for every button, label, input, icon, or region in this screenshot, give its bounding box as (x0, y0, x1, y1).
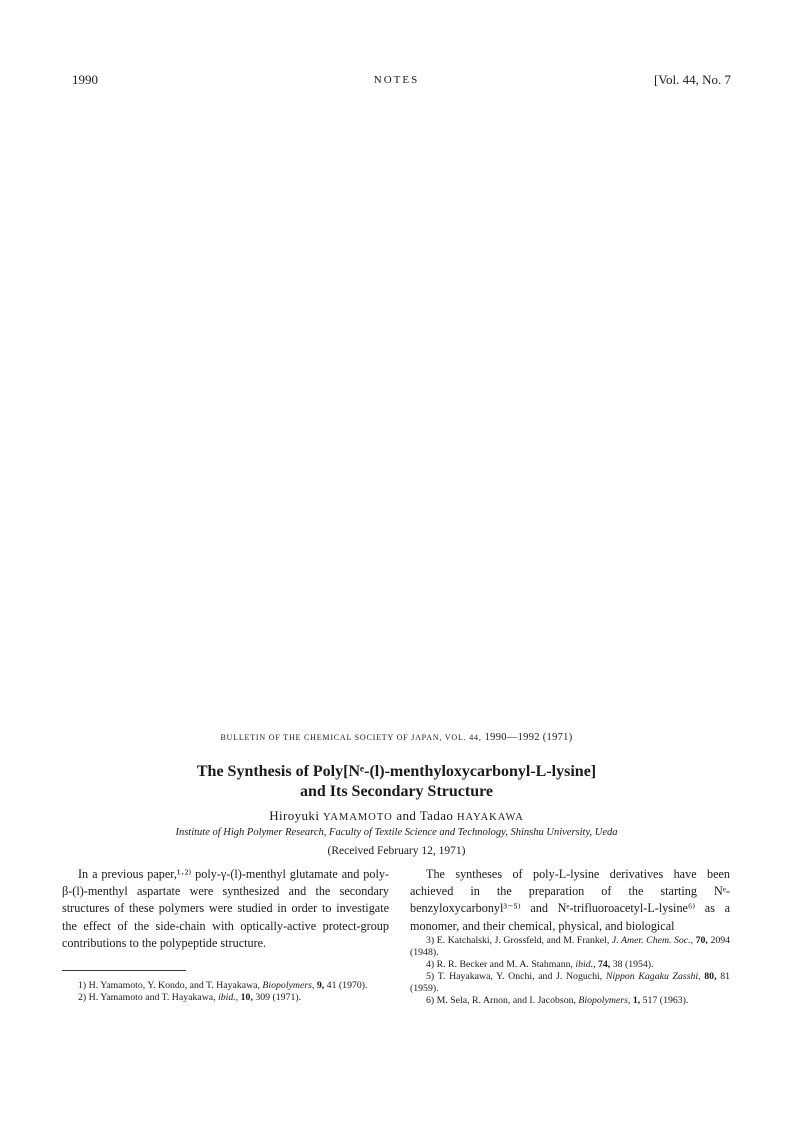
body-column-left (62, 866, 389, 952)
body-column-right (410, 866, 730, 935)
footnote-pages: 309 (1971). (255, 992, 302, 1003)
affiliation: Institute of High Polymer Research, Faculty of Textile Science and Technology, Shinshu University, Ueda (175, 827, 618, 838)
footnote-journal: Biopolymers, (262, 980, 315, 991)
footnote-volume: 74, (598, 959, 611, 970)
footnote (410, 971, 730, 995)
title-line-1: The Synthesis of Poly[Nᵉ-(l)-menthyloxycarbonyl-L-lysine] (196, 763, 597, 780)
footnote-number: 3) (426, 935, 435, 946)
author2-last: HAYAKAWA (456, 812, 524, 823)
footnote (410, 959, 730, 971)
footnote-journal: J. Amer. Chem. Soc., (611, 935, 694, 946)
footnote-pages: 38 (1954). (612, 959, 654, 970)
footnote (410, 995, 730, 1007)
footnote-volume: 80, (704, 971, 717, 982)
footnote-number: 5) (426, 971, 435, 982)
footnotes-left (62, 980, 389, 1004)
footnote-journal: Nippon Kagaku Zasshi, (605, 971, 701, 982)
volume-info: [Vol. 44, No. 7 (653, 72, 731, 87)
footnote-number: 2) (78, 992, 87, 1003)
article-title (0, 762, 793, 802)
footnote-journal: Biopolymers, (578, 995, 631, 1006)
footnote-authors: T. Hayakawa, Y. Onchi, and J. Noguchi, (437, 971, 603, 982)
footnote-volume: 1, (632, 995, 641, 1006)
footnote-journal: ibid., (218, 992, 239, 1003)
footnote-authors: M. Sela, R. Arnon, and I. Jacobson, (436, 995, 576, 1006)
footnote-pages: 81 (1959). (410, 971, 730, 994)
footnote-number: 1) (78, 980, 87, 991)
journal-citation (0, 732, 793, 743)
footnote-authors: E. Katchalski, J. Grossfeld, and M. Frankel, (436, 935, 610, 946)
footnote-authors: R. R. Becker and M. A. Stahmann, (436, 959, 573, 970)
footnote-volume: 9, (316, 980, 325, 991)
footnote (410, 935, 730, 959)
section-heading: NOTES (373, 74, 420, 86)
footnote-divider (62, 970, 186, 971)
footnote (62, 980, 389, 992)
footnote-volume: 10, (240, 992, 253, 1003)
footnote-pages: 517 (1963). (642, 995, 689, 1006)
paragraph: In a previous paper,¹·²⁾ poly-γ-(l)-menthyl glutamate and poly-β-(l)-menthyl aspartate were synthesized and the secondary structures of these polymers were studied in order to investigate the effect of the side-chain with optically-active protect-group contributions to the polypeptide structure. (62, 867, 389, 950)
author2-first: Tadao (419, 808, 454, 823)
footnote-authors: H. Yamamoto and T. Hayakawa, (88, 992, 216, 1003)
author1-last: YAMAMOTO (323, 812, 393, 823)
author-line (0, 808, 793, 824)
author-and: and (396, 808, 417, 823)
footnote-number: 4) (426, 959, 435, 970)
footnote-pages: 41 (1970). (326, 980, 368, 991)
footnote (62, 992, 389, 1004)
footnotes-right (410, 935, 730, 1007)
footnote-journal: ibid., (575, 959, 596, 970)
journal-name: BULLETIN OF THE CHEMICAL SOCIETY OF JAPAN, VOL. 44, (220, 733, 482, 742)
footnote-volume: 70, (695, 935, 708, 946)
paragraph: The syntheses of poly-L-lysine derivatives have been achieved in the preparation of the starting Nᵉ-benzyloxycarbonyl³⁻⁵⁾ and Nᵉ-trifluoroacetyl-L-lysine⁶⁾ as a monomer, and their chemical, physical, and biological (410, 867, 730, 933)
footnote-pages: 2094 (1948). (410, 935, 731, 958)
page-number: 1990 (72, 72, 98, 87)
received-date: (Received February 12, 1971) (327, 845, 466, 857)
footnote-authors: H. Yamamoto, Y. Kondo, and T. Hayakawa, (88, 980, 260, 991)
title-line-2: and Its Secondary Structure (299, 783, 494, 800)
journal-pages: 1990—1992 (1971) (484, 732, 573, 743)
author1-first: Hiroyuki (269, 808, 320, 823)
footnote-number: 6) (426, 995, 435, 1006)
